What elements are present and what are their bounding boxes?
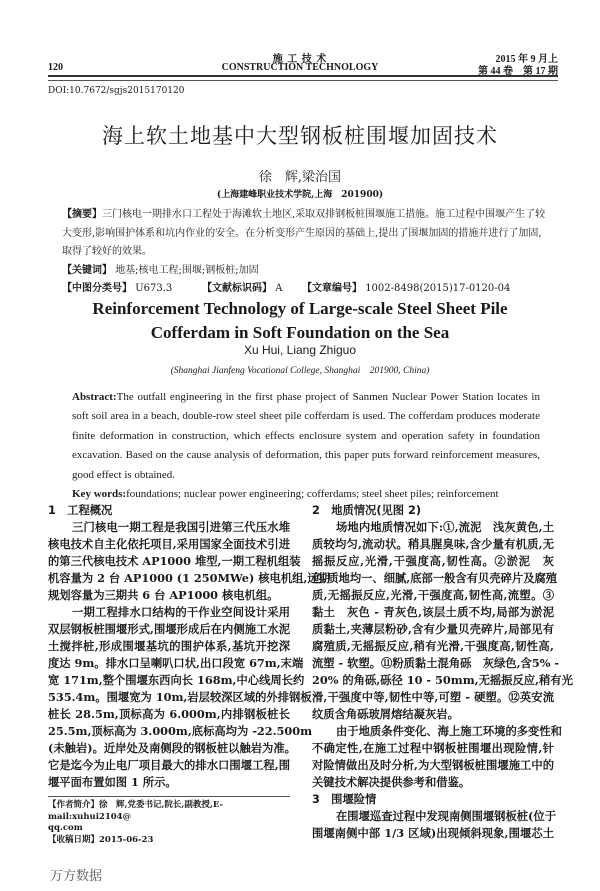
body-line: 围堰南侧中部 1/3 区域)出现倾斜现象,围堰芯土	[312, 826, 554, 840]
received-label: 【收稿日期】	[48, 834, 100, 845]
body-line: 由于地质条件变化、海上施工环境的多变性和	[336, 724, 562, 738]
abstract-en-line	[72, 446, 540, 465]
header-rule	[48, 75, 558, 81]
abstract-en-line	[72, 388, 540, 407]
abstract-cn-line	[62, 206, 546, 225]
section-heading: 3 围堰险情	[312, 793, 377, 806]
body-line: 的第三代核电技术 AP1000 堆型,一期工程机组装	[48, 554, 301, 568]
body-line: 色,质地均一、细腻,底部一般含有贝壳碎片及腐殖	[312, 571, 558, 585]
body-line: 20% 的角砾,砾径 10 - 50mm,无摇振反应,稍有光	[312, 673, 573, 687]
abstract-cn-line	[62, 243, 534, 262]
page-number: 120	[48, 62, 63, 73]
abstract-en-line	[72, 466, 540, 485]
body-line: 三门核电一期工程是我国引进第三代压水堆	[72, 520, 290, 534]
abstract-cn-line	[62, 225, 542, 244]
section-heading: 1 工程概况	[48, 504, 113, 517]
section-heading: 2 地质情况(见图 2)	[312, 504, 422, 517]
abstract-cn	[62, 206, 546, 299]
body-line: 机容量为 2 台 AP1000 (1 250MWe) 核电机组,远期	[48, 571, 330, 585]
abstract-cn-text: 三门核电一期排水口工程处于海滩软土地区,采取双排钢板桩围堰施工措施。施工过程中围堰产生了较	[102, 209, 546, 220]
title-en-line: Cofferdam in Soft Foundation on the Sea	[150, 323, 450, 342]
abstract-en-text: The outfall engineering in the first phase project of Sanmen Nuclear Power Station locates in	[116, 391, 540, 403]
body-line: 宽 171m,整个围堰东西向长 168m,中心线周长约	[48, 673, 305, 687]
abstract-en-line	[72, 407, 540, 426]
clc-value: U673.3	[135, 283, 173, 294]
keywords-en-label: Key words:	[72, 487, 127, 500]
body-line: 关键技术解决提供参考和借鉴。	[312, 775, 471, 789]
body-line: 腐殖质,无摇振反应,稍有光滑,干强度高,韧性高,	[312, 639, 554, 653]
classification-row	[62, 280, 534, 299]
body-line: 滑,干强度中等,韧性中等,可塑 - 硬塑。⑫英安流	[312, 690, 554, 704]
abstract-en-text: excavation. Based on the cause analysis of deformation, this paper puts forward reinforcement measures,	[72, 449, 540, 462]
body-line: 纹质含角砾玻屑熔结凝灰岩。	[312, 707, 459, 721]
body-line: 桩长 28.5m,顶标高为 6.000m,内排钢板桩长	[48, 707, 290, 721]
received-date: 2015-06-23	[99, 834, 154, 845]
left-column	[48, 502, 330, 791]
keywords-value: 地基;核电工程;围堰;钢板桩;加固	[115, 264, 259, 276]
body-line: 它是迄今为止电厂项目最大的排水口围堰工程,围	[48, 758, 290, 772]
keywords-en-value: foundations; nuclear power engineering; cofferdams; steel sheet piles; reinforcement	[126, 487, 499, 500]
abstract-en-text: finite deformation in construction, which effects enclosure system and operation safety in foundation	[72, 429, 540, 442]
footnote	[48, 796, 290, 846]
abstract-en-line	[72, 427, 540, 446]
page-title: 海上软土地基中大型钢板桩围堰加固技术	[102, 124, 498, 148]
body-line: 场地内地质情况如下:①,流泥 浅灰黄色,土	[336, 520, 554, 534]
clc-label: 【中图分类号】	[62, 283, 132, 294]
keywords-cn	[62, 262, 534, 281]
article-no-label: 【文章编号】	[302, 283, 362, 294]
right-column	[312, 502, 573, 842]
body-line: 一期工程排水口结构的干作业空间设计采用	[72, 605, 290, 619]
article-no-value: 1002-8498(2015)17-0120-04	[365, 283, 511, 294]
author-bio-label: 【作者简介】	[48, 800, 100, 810]
body-line: 度达 9m。排水口呈喇叭口状,出口段宽 67m,末端	[48, 656, 304, 670]
body-line: 核电技术自主化依托项目,采用国家全面技术引进	[48, 537, 290, 551]
body-line: 质,无摇振反应,光滑,干强度高,韧性高,流塑。③	[312, 588, 554, 602]
authors-en: Xu Hui, Liang Zhiguo	[243, 343, 357, 357]
body-line: 黏土 灰色 - 青灰色,该层土质不均,局部为淤泥	[312, 605, 554, 619]
doc-code-value: A	[275, 283, 283, 294]
abstract-en-text: good effect is obtained.	[72, 468, 176, 481]
watermark: 万方数据	[50, 869, 103, 884]
journal-name-cn: 施 工 技 术	[272, 54, 328, 65]
abstract-en-text: soft soil area in a beach, double-row steel sheet pile cofferdam is used. The cofferdam produces moderate	[72, 410, 540, 423]
body-line: 流塑 - 软塑。⑪粉质黏土混角砾 灰绿色,含5% -	[312, 656, 560, 670]
doi: DOI:10.7672/sgjs2015170120	[48, 86, 185, 96]
journal-name-en: CONSTRUCTION TECHNOLOGY	[221, 62, 379, 73]
author-bio-cont: qq.com	[48, 823, 83, 833]
body-line: 对险情做出及时分析,为大型钢板桩围堰施工中的	[312, 758, 554, 772]
body-line: 质黏土,夹薄层粉砂,含有少量贝壳碎片,局部见有	[312, 622, 554, 636]
volume-issue: 第 44 卷 第 17 期	[478, 66, 558, 77]
abstract-cn-text: 取得了较好的效果。	[62, 246, 152, 257]
title-en-line: Reinforcement Technology of Large-scale Steel Sheet Pile	[92, 299, 508, 318]
issue-date: 2015 年 9 月上	[495, 54, 558, 65]
affiliation-cn: (上海建峰职业技术学院,上海 201900)	[216, 190, 384, 200]
abstract-cn-text: 大变形,影响围护体系和坑内作业的安全。在分析变形产生原因的基础上,提出了围堰加固的措施并进行了加固,	[62, 227, 542, 239]
abstract-en	[72, 388, 540, 504]
body-line: 25.5m,顶标高为 3.000m,底标高均为 -22.500m	[48, 724, 313, 738]
body-line: 堰平面布置如图 1 所示。	[48, 775, 177, 789]
body-line: (未触岩)。近岸处及南侧段的钢板桩以触岩为准。	[48, 741, 296, 755]
body-line: 摇振反应,光滑,干强度高,韧性高。②淤泥 灰	[312, 554, 554, 568]
abstract-cn-label: 【摘要】	[62, 209, 102, 220]
affiliation-en: (Shanghai Jianfeng Vocational College, Shanghai 201900, China)	[170, 366, 430, 376]
body-line: 质较均匀,流动状。稍具腥臭味,含少量有机质,无	[312, 537, 554, 551]
author-bio: 徐 辉,党委书记,院长,副教授,E-mail:xuhui2104@	[48, 800, 224, 822]
title-en	[0, 297, 600, 345]
body-line: 规划容量为三期共 6 台 AP1000 核电机组。	[48, 588, 279, 602]
body-line: 在围堰巡查过程中发现南侧围堰钢板桩(位于	[336, 809, 556, 823]
abstract-en-label: Abstract:	[72, 391, 117, 403]
body-line: 土搅拌桩,形成围堰基坑的围护体系,基坑开挖深	[48, 639, 290, 653]
body-line: 双层钢板桩围堰形式,围堰形成后在内侧施工水泥	[48, 622, 290, 636]
doc-code-label: 【文献标识码】	[202, 283, 272, 294]
body-line: 不确定性,在施工过程中钢板桩围堰出现险情,针	[312, 741, 554, 755]
body-line: 535.4m。围堰宽为 10m,岩层较深区域的外排钢板	[48, 690, 312, 704]
authors-cn: 徐 辉,梁治国	[258, 170, 342, 185]
keywords-label: 【关键词】	[62, 264, 112, 276]
